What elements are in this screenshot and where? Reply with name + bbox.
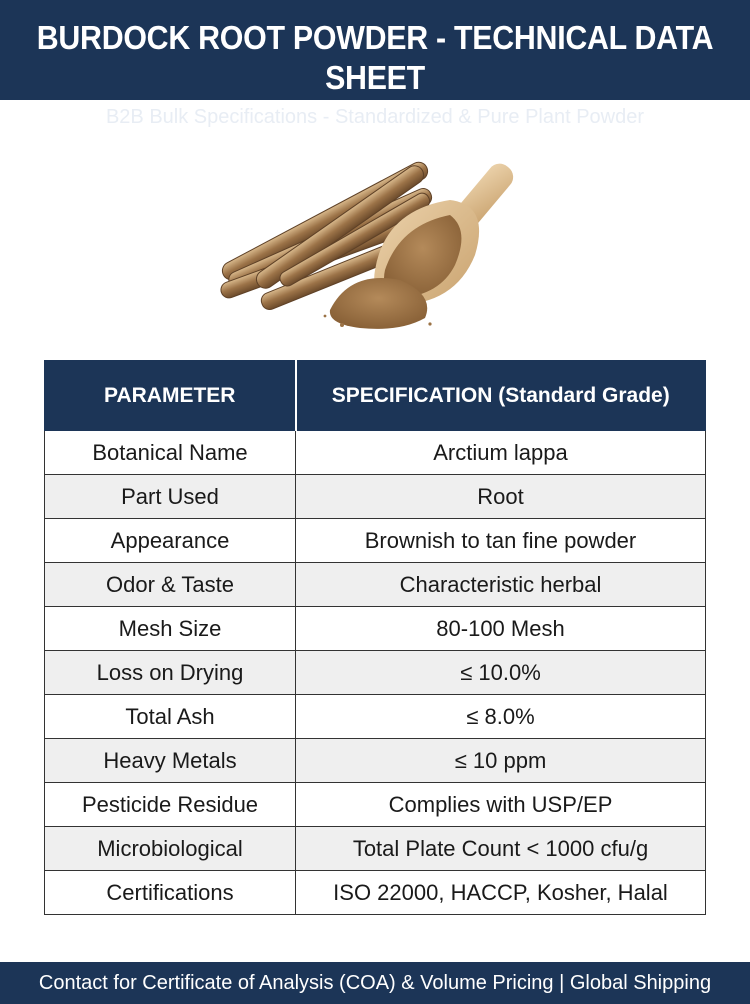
specification-cell: 80-100 Mesh (296, 607, 706, 651)
table-row (45, 827, 706, 871)
table-row (45, 739, 706, 783)
table-row (45, 695, 706, 739)
table-row (45, 475, 706, 519)
specification-cell: Complies with USP/EP (296, 783, 706, 827)
table-row (45, 783, 706, 827)
parameter-cell: Loss on Drying (45, 651, 296, 695)
parameter-cell: Odor & Taste (45, 563, 296, 607)
specification-cell: Root (296, 475, 706, 519)
specification-cell: ≤ 10 ppm (296, 739, 706, 783)
table-row (45, 607, 706, 651)
parameter-cell: Total Ash (45, 695, 296, 739)
header-banner (0, 0, 750, 128)
table-row (45, 519, 706, 563)
specification-cell: ≤ 8.0% (296, 695, 706, 739)
parameter-cell: Pesticide Residue (45, 783, 296, 827)
parameter-cell: Certifications (45, 871, 296, 915)
burdock-root-photo (200, 120, 550, 340)
specification-cell: Total Plate Count < 1000 cfu/g (296, 827, 706, 871)
spec-table (44, 360, 706, 915)
parameter-cell: Part Used (45, 475, 296, 519)
table-row (45, 563, 706, 607)
specification-cell: ≤ 10.0% (296, 651, 706, 695)
page-title: BURDOCK ROOT POWDER - TECHNICAL DATA SHEET (36, 19, 714, 96)
specification-cell: Brownish to tan fine powder (296, 519, 706, 563)
footer-banner (0, 962, 750, 1004)
page-subtitle: B2B Bulk Specifications - Standardized & Pure Plant Powder (105, 106, 645, 128)
parameter-cell: Heavy Metals (45, 739, 296, 783)
table-row (45, 431, 706, 475)
column-header-parameter: PARAMETER (45, 361, 296, 431)
parameter-cell: Appearance (45, 519, 296, 563)
table-row (45, 871, 706, 915)
specification-cell: Arctium lappa (296, 431, 706, 475)
specification-cell: ISO 22000, HACCP, Kosher, Halal (296, 871, 706, 915)
specification-cell: Characteristic herbal (296, 563, 706, 607)
footer-text: Contact for Certificate of Analysis (COA) & Volume Pricing | Global Shipping (38, 972, 712, 994)
parameter-cell: Botanical Name (45, 431, 296, 475)
table-header-row (45, 361, 706, 431)
parameter-cell: Microbiological (45, 827, 296, 871)
table-row (45, 651, 706, 695)
parameter-cell: Mesh Size (45, 607, 296, 651)
column-header-specification: SPECIFICATION (Standard Grade) (296, 361, 706, 431)
